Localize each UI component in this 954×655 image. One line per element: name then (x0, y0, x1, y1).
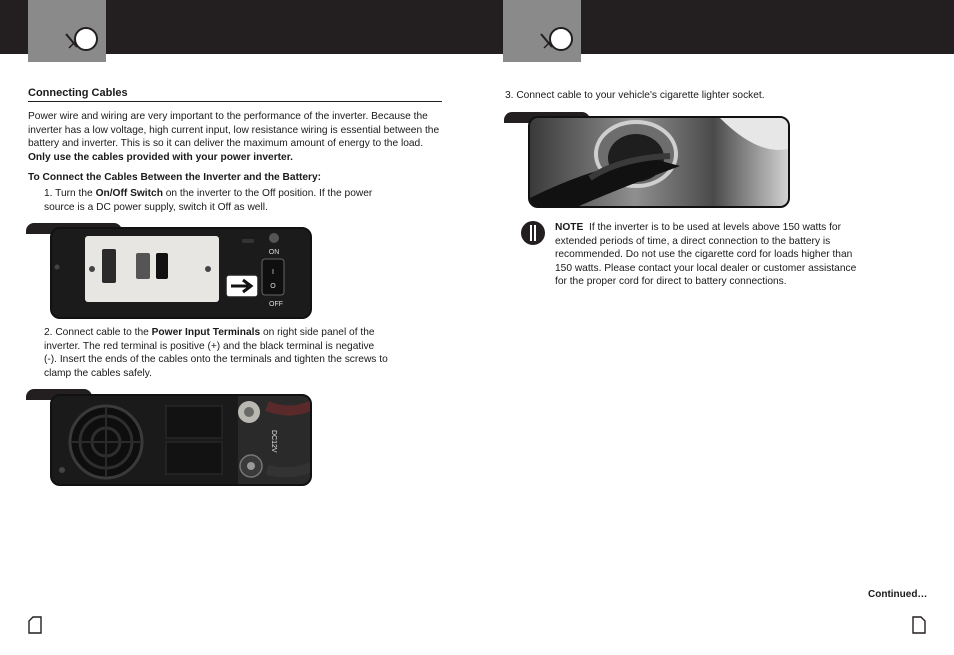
rear-panel-illustration (52, 396, 312, 486)
step-1 (44, 187, 404, 214)
note-icon (520, 220, 546, 246)
lighter-socket-photo (528, 116, 790, 208)
step-2-bold: Power Input Terminals (151, 327, 261, 338)
switch-on-label: ON (268, 249, 280, 256)
page-corner-icon (912, 616, 926, 634)
intro-bold: Only use the cables provided with your power inverter. (28, 151, 293, 163)
section-title: Connecting Cables (28, 87, 442, 102)
subheading: To Connect the Cables Between the Inverter and the Battery: (28, 172, 322, 183)
power-terminals-photo (50, 394, 312, 486)
lighter-socket-illustration (530, 118, 790, 208)
switch-off-label: OFF (269, 301, 283, 308)
magnifier-icon (58, 22, 100, 56)
terminal-label: DC12V (270, 430, 277, 453)
continued-label: Continued… (868, 589, 928, 600)
step-1-suffix: on the inverter to the Off position. If the power source is a DC power supply, switch it Off as well. (44, 188, 373, 213)
header-tab-left (28, 0, 106, 62)
magnifier-icon (533, 22, 575, 56)
switch-o-label: O (270, 283, 276, 290)
note-label: NOTE (555, 222, 584, 233)
intro-text: Power wire and wiring are very important to the performance of the inverter. Because the inverter has a low voltage, high current input, low resistance wiring is essential between the battery and inverter. This is so it can deliver the maximum amount of energy to the load. (28, 111, 440, 149)
step-3: 3. Connect cable to your vehicle's cigarette lighter socket. (505, 90, 765, 101)
page-corner-icon (28, 616, 42, 634)
step-1-prefix: 1. Turn the (44, 188, 93, 199)
intro-paragraph (28, 110, 442, 164)
step-2-prefix: 2. Connect cable to the (44, 327, 149, 338)
step-2 (44, 326, 389, 380)
note-text: If the inverter is to be used at levels above 150 watts for extended periods of time, a direct connection to the battery is recommended. Do not use the cigarette cord for loads higher than 150 watts. Please contact your local dealer or customer assistance for the proper cord for direct to battery connections. (555, 222, 857, 287)
header-tab-right (503, 0, 581, 62)
inverter-switch-photo (50, 227, 312, 319)
step-2-suffix: on right side panel of the inverter. The red terminal is positive (+) and the black terminal is negative (-). Insert the ends of the cables onto the terminals and tighten the screws to clamp the cables safely. (44, 327, 388, 379)
step-1-bold: On/Off Switch (95, 188, 163, 199)
note-paragraph (555, 221, 870, 289)
inverter-front-illustration (52, 229, 312, 319)
switch-i-label: I (272, 269, 274, 276)
